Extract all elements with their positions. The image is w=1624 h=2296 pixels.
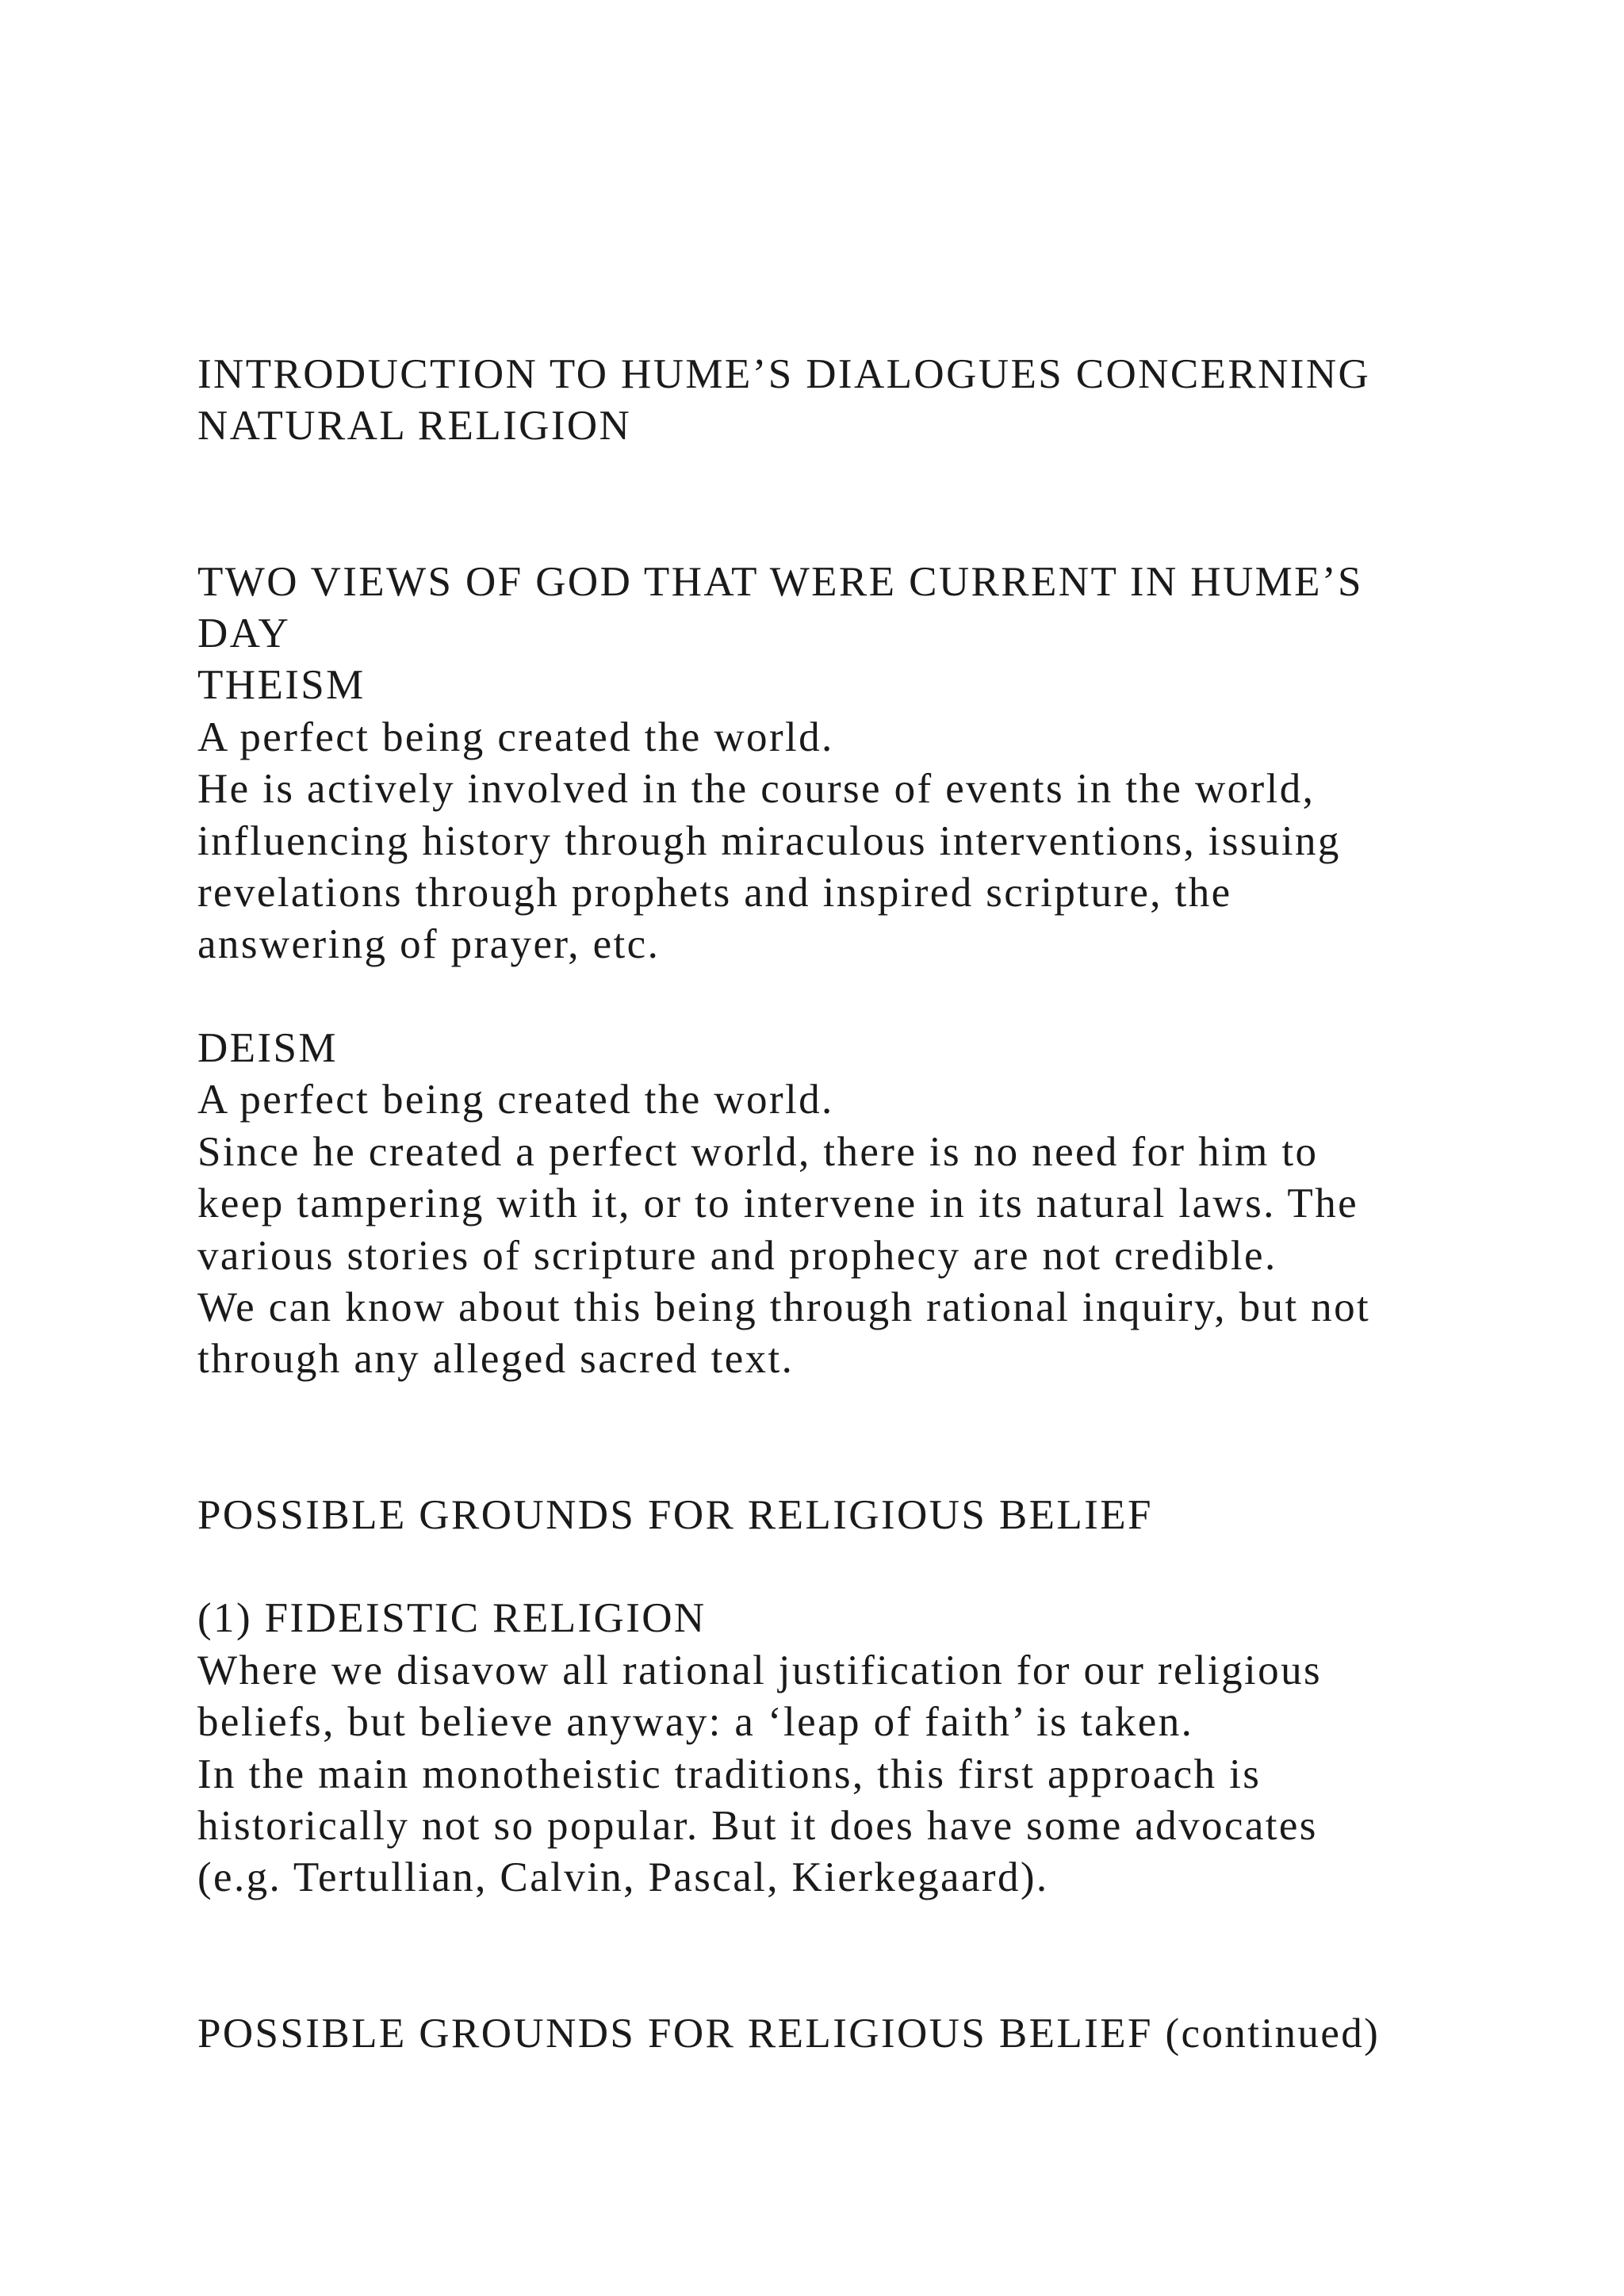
document-title-line-2: NATURAL RELIGION <box>197 403 632 450</box>
theism-label: THEISM <box>197 662 366 709</box>
views-heading-line-2: DAY <box>197 610 291 656</box>
theism-line-4: revelations through prophets and inspired scripture, the <box>197 869 1232 916</box>
theism-line-3: influencing history through miraculous interventions, issuing <box>197 817 1341 864</box>
document-title-line-1: INTRODUCTION TO HUME’S DIALOGUES CONCERNING <box>197 351 1371 397</box>
fideistic-line-3: In the main monotheistic traditions, this first approach is <box>197 1751 1262 1797</box>
fideistic-line-1: Where we disavow all rational justification for our religious <box>197 1647 1323 1693</box>
theism-line-2: He is actively involved in the course of events in the world, <box>197 766 1316 813</box>
theism-line-5: answering of prayer, etc. <box>197 921 661 968</box>
spacer <box>197 1437 1466 1489</box>
deism-line-6: through any alleged sacred text. <box>197 1336 795 1383</box>
spacer <box>197 504 1466 556</box>
spacer <box>197 1956 1466 2007</box>
document-body <box>197 349 1466 2060</box>
fideistic-line-4: historically not so popular. But it does have some advocates <box>197 1802 1318 1849</box>
deism-label: DEISM <box>197 1025 338 1072</box>
spacer <box>197 1386 1466 1437</box>
spacer <box>197 971 1466 1023</box>
deism-line-2: Since he created a perfect world, there is no need for him to <box>197 1128 1319 1175</box>
deism-line-1: A perfect being created the world. <box>197 1077 834 1123</box>
fideistic-line-2: beliefs, but believe anyway: a ‘leap of faith’ is taken. <box>197 1699 1194 1746</box>
spacer <box>197 1541 1466 1593</box>
spacer <box>197 1904 1466 1956</box>
deism-line-5: We can know about this being through rational inquiry, but not <box>197 1284 1371 1331</box>
deism-line-4: various stories of scripture and prophecy are not credible. <box>197 1232 1277 1279</box>
fideistic-line-5: (e.g. Tertullian, Calvin, Pascal, Kierkegaard). <box>197 1854 1049 1901</box>
grounds-heading: POSSIBLE GROUNDS FOR RELIGIOUS BELIEF <box>197 1491 1153 1538</box>
theism-line-1: A perfect being created the world. <box>197 714 834 760</box>
spacer <box>197 453 1466 504</box>
fideistic-label: (1) FIDEISTIC RELIGION <box>197 1595 707 1642</box>
grounds-continued-heading: POSSIBLE GROUNDS FOR RELIGIOUS BELIEF (continued) <box>197 2010 1381 2057</box>
views-heading-line-1: TWO VIEWS OF GOD THAT WERE CURRENT IN HUME’S <box>197 558 1363 605</box>
deism-line-3: keep tampering with it, or to intervene in its natural laws. The <box>197 1181 1359 1227</box>
